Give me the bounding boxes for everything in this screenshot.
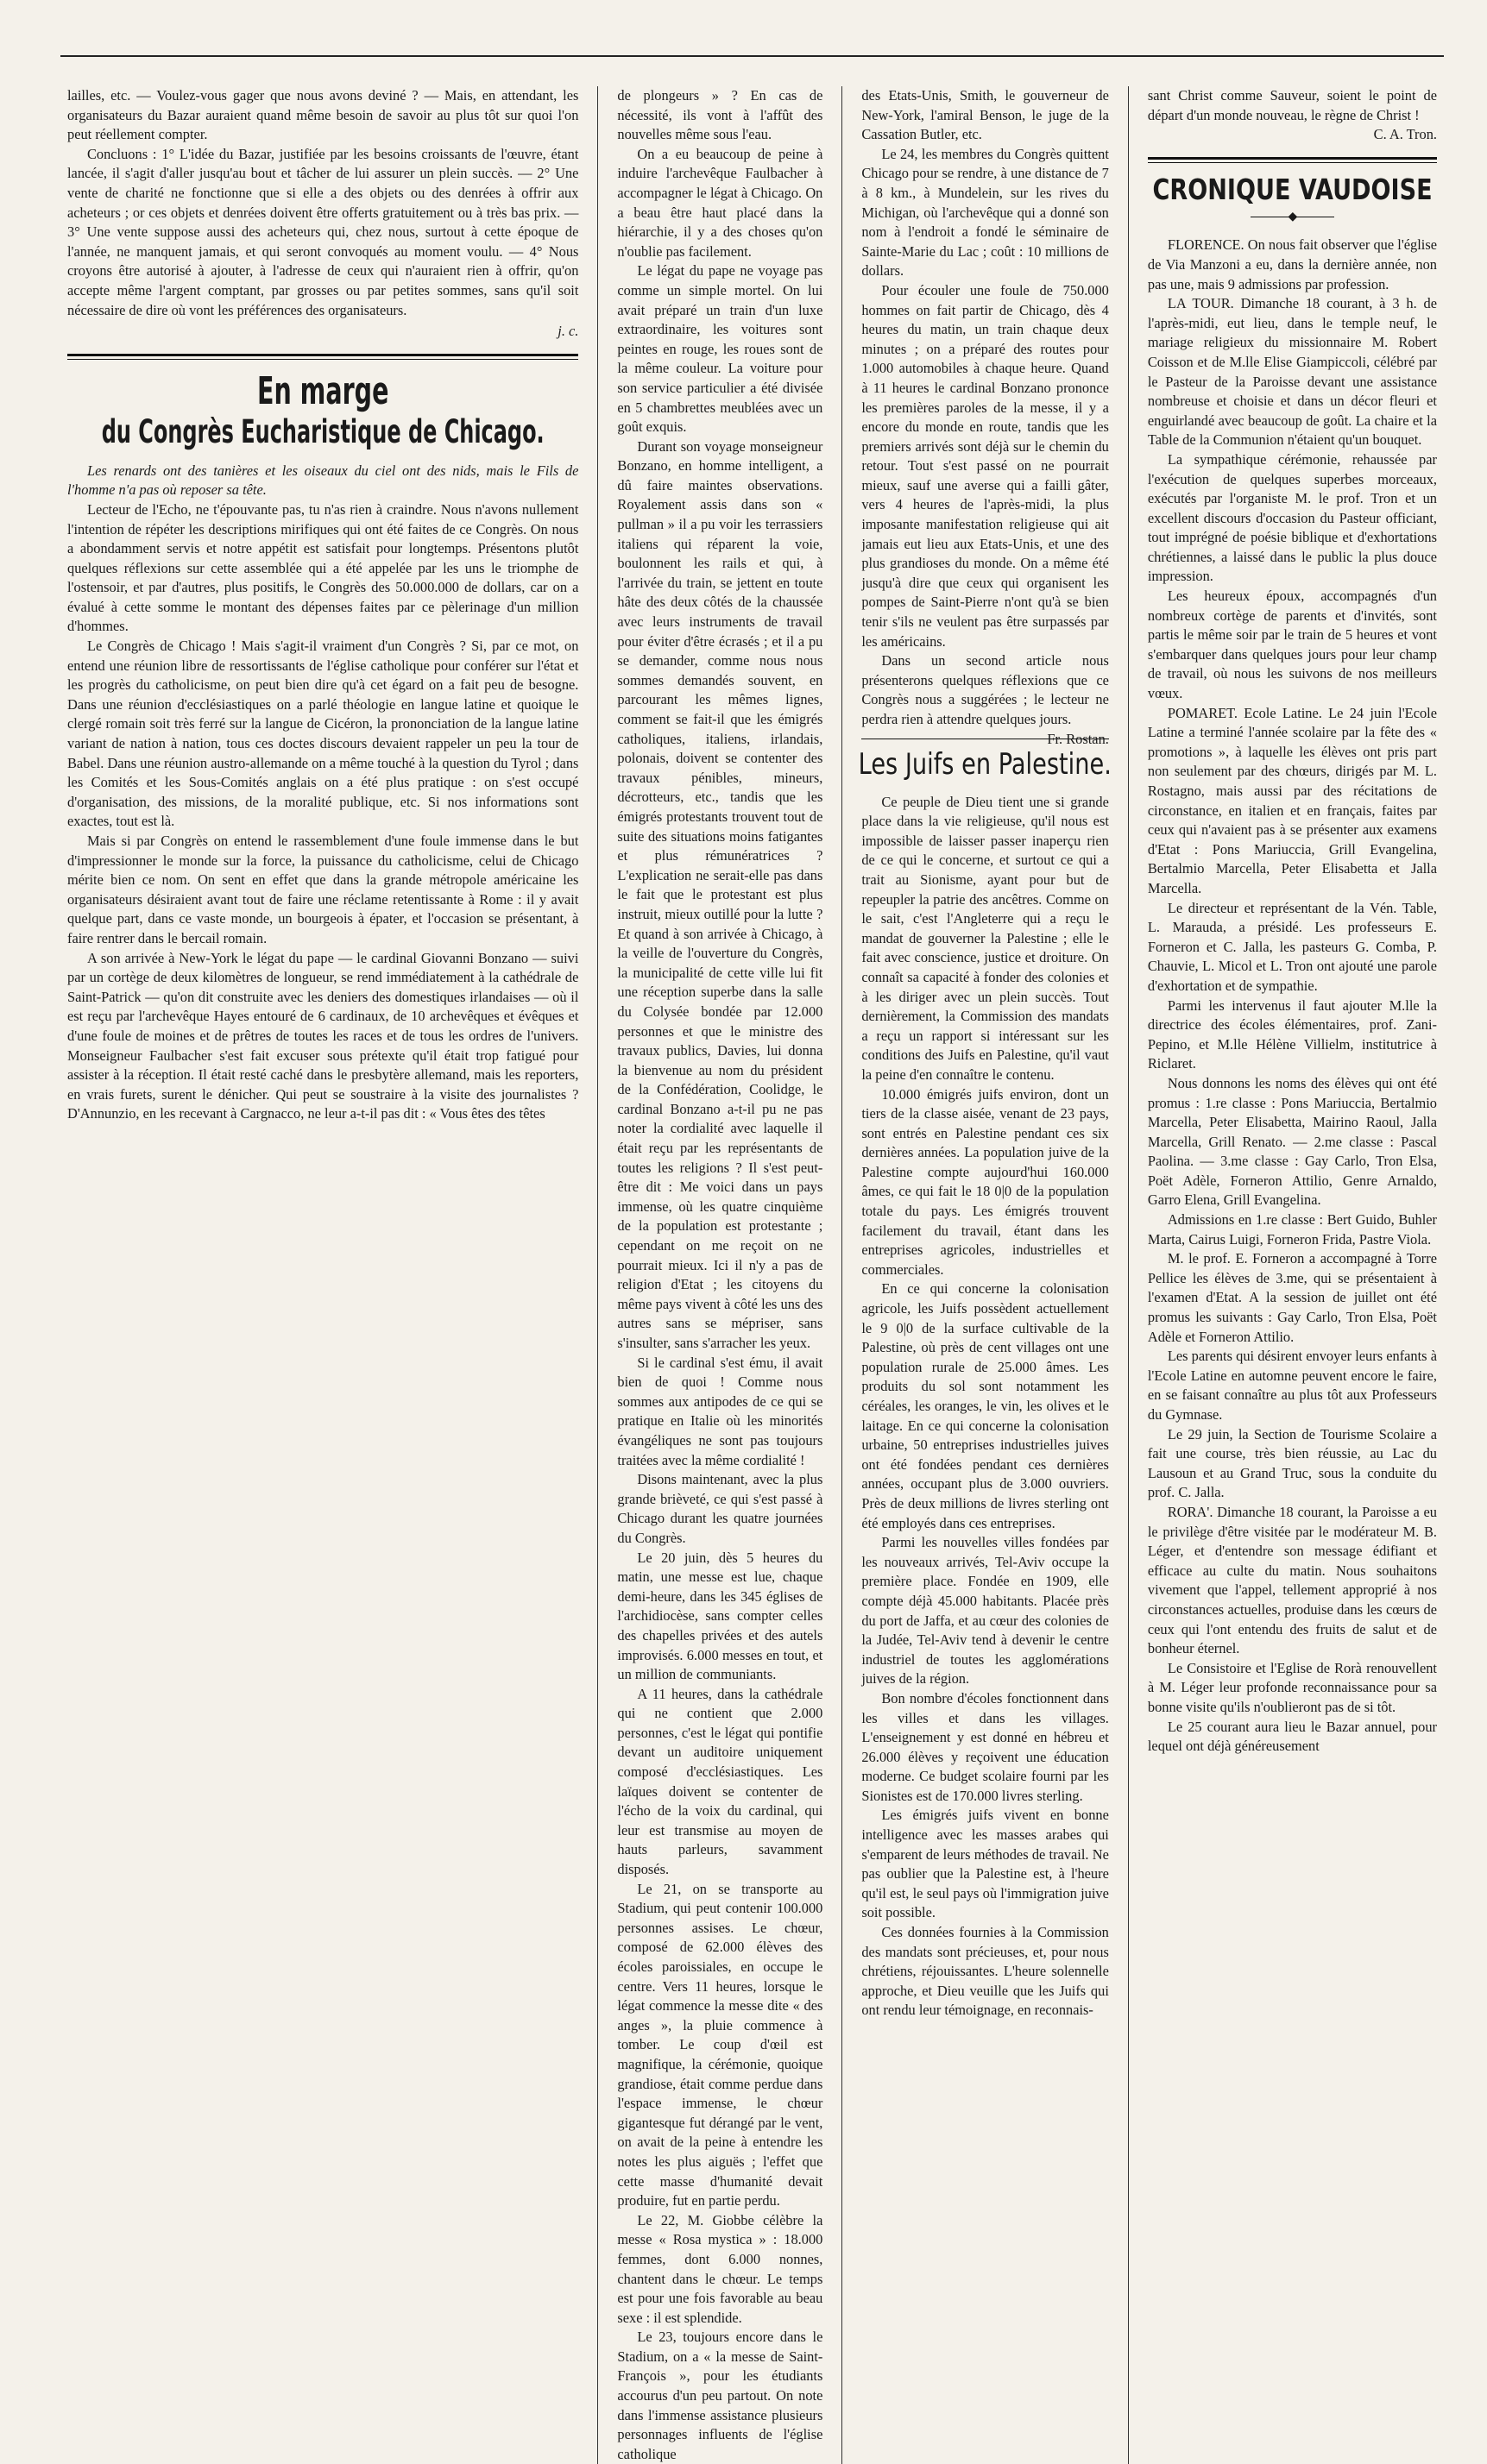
columns (67, 86, 1437, 2462)
cronique-paragraph-10: M. le prof. E. Forneron a accompagné à Torre Pellice les élèves de 3.me, qui se présentaient à l'examen d'Etat. A la session de juillet ont été promus les suivants : Gay Carlo, Tron Elsa, Poët Adèle et Forneron Attilio. (1147, 1250, 1437, 1345)
cronique-paragraph-14: Le Consistoire et l'Eglise de Rorà renouvellent à M. Léger leur profonde reconnaissance pour sa bonne visite qu'ils n'oublieront pas de si tôt. (1147, 1659, 1437, 1715)
ornament-divider: ◆ (1148, 208, 1437, 228)
congres-paragraph-8: Durant son voyage monseigneur Bonzano, en homme intelligent, a dû faire maintes observations. Royalement assis dans son « pullman » il a pu voir les terrassiers italiens qui réparent la voie, boulonnent les rails et qui, à l'arrivée du train, se jettent en toute hâte des deux côtés de la chaussée avec leurs instruments de travail pour éviter d'être écrasés ; et il a pu se demander, comme nous nous sommes demandés souvent, en parcourant les mêmes lignes, comment se fait-il que les émigrés catholiques, italiens, irlandais, polonais, doivent se contenter des travaux pénibles, mineurs, décrotteurs, etc., tandis que les émigrés protestants trouvent tout de suite des situations moins fatigantes et plus rémunératrices ? L'explication ne serait-elle pas dans le fait que le protestant est plus instruit, mieux outillé pour la lutte ? Et quand à son arrivée à Chicago, à la veille de l'ouverture du Congrès, la municipalité de cette ville lui fit une réception superbe dans la salle du Colysée bondée par 12.000 personnes et que le ministre des travaux publics, Davies, lui donna la bienvenue au nom du président de la Confédération, Coolidge, le cardinal Bonzano a-t-il pu ne pas noter la cordialité avec laquelle il était reçu par les représentants de toutes les religions ? Il s'est peut-être dit : Me voici dans un pays immense, où les quatre cinquième de la population est protestante ; cependant on me reçoit on ne pourrait mieux. Ici il n'y a pas de religion d'Etat ; les citoyens du même pays vivent à côté les uns des autres sans se mépriser, sans s'insulter, sans s'arracher les yeux. (617, 437, 823, 1351)
congres-paragraph-15: Le 23, toujours encore dans le Stadium, on a « la messe de Saint-François », pour les étudiants accourus d'un peu partout. On note dans l'immense assistance plusieurs personnages influents de l'église catholique (617, 2329, 823, 2462)
headline-line-1: En marge (256, 368, 389, 413)
congres-paragraph-2: Le Congrès de Chicago ! Mais s'agit-il vraiment d'un Congrès ? Si, par ce mot, on entend une réunion libre de ressortissants de l'église catholique pour conférer sur l'état et les progrès du catholicisme, on peut bien dire qu'à cet égard on a fait peu de besogne. Dans une réunion d'ecclésiastiques on a parlé théologie en langue latine et quoique le clergé romain soit très ferré sur la langue de Cicéron, la prononciation de la langue latine variant de nation à nation, tous ces doctes discours devaient rappeler un peu la tour de Babel. Dans une réunion austro-allemande on a même touché à la question du Tyrol ; dans les Comités et les Sous-Comités anglais on a été plus pratique : on s'est occupé d'organisation, des missions, de la moralité publique, etc. Si nos informations sont exactes, tout est là. (67, 638, 579, 830)
congres-closing-text: Dans un second article nous présenterons quelques réflexions que ce Congrès nous a suggérées ; le lecteur ne perdra rien à attendre quelques jours. (861, 652, 1109, 727)
cronique-paragraph-15: Le 25 courant aura lieu le Bazar annuel, pour lequel ont déjà généreusement (1147, 1718, 1437, 1755)
article-headline-juifs: Les Juifs en Palestine. (859, 746, 1112, 782)
bazar-paragraph-1: lailles, etc. — Voulez-vous gager que nous avons deviné ? — Mais, en attendant, les organisateurs du Bazar auraient quand même besoin de savoir au plus tôt sur quoi l'on peut réellement compter. (67, 87, 579, 143)
column-4 (1128, 86, 1437, 2464)
juifs-paragraph-6: Les émigrés juifs vivent en bonne intelligence avec les masses arabes qui s'emparent de leurs méthodes de travail. Ne pas oublier que la Palestine est, à l'heure qu'il est, le seul pays où l'immigration juive soit possible. (861, 1807, 1109, 1921)
cronique-paragraph-11: Les parents qui désirent envoyer leurs enfants à l'Ecole Latine en automne peuvent encore le faire, en se faisant connaître au plus tôt aux Professeurs du Gymnase. (1147, 1348, 1437, 1423)
cronique-paragraph-5: POMARET. Ecole Latine. Le 24 juin l'Ecole Latine a terminé l'année scolaire par la fête des « promotions », à laquelle les élèves ont pris part non seulement par des chœurs, dirigés par M. L. Rostagno, mais aussi par des récitations de circonstance, en italien et en français, faites par ceux qui n'avaient pas à se présenter aux examens d'Etat : Pons Mariuccia, Grill Evangelina, Bertalmio Marcella, Peter Elisabetta et Jalla Marcella. (1147, 704, 1437, 896)
epigraph: Les renards ont des tanières et les oiseaux du ciel ont des nids, mais le Fils de l'homme n'a pas où reposer sa tête. (67, 462, 579, 499)
juifs-paragraph-2: 10.000 émigrés juifs environ, dont un tiers de la classe aisée, venant de 23 pays, sont entrés en Palestine pendant ces six dernières années. La population juive de la Palestine compte aujourd'hui 160.000 âmes, ce qui fait le 18 0|0 de la population totale du pays. Les émigrés trouvent facilement du travail, étant dans les entreprises agricoles, industrielles et commerciales. (861, 1085, 1109, 1278)
cronique-paragraph-13: RORA'. Dimanche 18 courant, la Paroisse a eu le privilège d'être visitée par le modérateur M. B. Léger, et d'entendre son message édifiant et efficace au culte du matin. Nous souhaitons vivement que l'appel, tellement approprié à nos circonstances actuelles, produise dans les cœurs de ceux qui l'ont entendu des fruits de salut et de bonheur éternel. (1147, 1503, 1437, 1657)
cronique-paragraph-9: Admissions en 1.re classe : Bert Guido, Buhler Marta, Cairus Luigi, Forneron Frida, Pastre Viola. (1147, 1211, 1437, 1248)
cronique-paragraph-7: Parmi les intervenus il faut ajouter M.lle la directrice des écoles élémentaires, prof. Zani-Pepino, et M.lle Hélène Villielm, institutrice à Riclaret. (1147, 996, 1437, 1072)
congres-paragraph-18: Pour écouler une foule de 750.000 hommes on fait partir de Chicago, dès 4 heures du matin, un train chaque deux minutes ; on a préparé des routes pour 1.000 automobiles à chaque heure. Quand à 11 heures le cardinal Bonzano prononce les premières paroles de la messe, il y a encore du monde en route, tandis que les premiers arrivés sont déjà sur le chemin du retour. Tout s'est passé on ne pourrait mieux, sauf une averse qui a failli gâter, vers 4 heures de l'après-midi, la plus imposante manifestation religieuse qui ait jamais eut lieu aux Etats-Unis, et une des plus grandioses du monde. On a même été jusqu'à dire que ceux qui organisent les pompes de Saint-Pierre n'ont qu'à se bien tenir s'ils ne veulent pas être surpassés par les américains. (861, 281, 1109, 650)
juifs-paragraph-4: Parmi les nouvelles villes fondées par les nouveaux arrivés, Tel-Aviv occupe la première place. Fondée en 1909, elle compte déjà 45.000 habitants. Placée près du port de Jaffa, et au cœur des colonies de la Judée, Tel-Aviv tend à devenir le centre industriel de toutes les agglomérations juives de la région. (861, 1534, 1109, 1688)
congres-paragraph-16: des Etats-Unis, Smith, le gouverneur de New-York, l'amiral Benson, le juge de la Cassation Butler, etc. (861, 87, 1109, 143)
cronique-paragraph-3: La sympathique cérémonie, rehaussée par l'exécution de quelques superbes morceaux, exécutés par l'organiste M. le prof. Tron et un excellent discours d'occasion du Pasteur officiant, tout imprégné de poésie biblique et d'exhortations chrétiennes, a laissé dans le public la plus douce impression. (1147, 450, 1437, 585)
juifs-paragraph-1: Ce peuple de Dieu tient une si grande place dans la vie religieuse, qu'il nous est impossible de laisser passer inaperçu rien de ce qui le concerne, et surtout ce qui a trait au Sionisme, ayant pour but de repeupler la patrie des ancêtres. Comme on le sait, c'est l'Angleterre qui a reçu le mandat de gouverner la Palestine ; elle le fait avec conscience, justice et droiture. On connaît sa capacité à fonder des colonies et à les diriger avec un plein succès. Tout dernièrement, la Commission des mandats a reçu un rapport si intéressant sur les conditions des Juifs en Palestine, qu'il vaut la peine d'en connaître le contenu. (861, 793, 1109, 1083)
headline-line-2: du Congrès Eucharistique de Chicago. (101, 412, 545, 450)
top-rule (60, 55, 1444, 57)
juifs-closing (1147, 86, 1437, 143)
congres-paragraph-17: Le 24, les membres du Congrès quittent Chicago pour se rendre, à une distance de 7 à 8 km., à Mundelein, sur les rives du Michigan, où l'archevêque qui a donné son nom à l'endroit a fondé le séminaire de Sainte-Marie du Lac ; coût : 10 millions de dollars. (861, 145, 1109, 280)
rostan-signature: Fr. Rostan. (1047, 730, 1109, 747)
juifs-paragraph-7: Ces données fournies à la Commission des mandats sont précieuses, et, pour nous chrétiens, réjouissantes. L'heure solennelle approche, et Dieu veuille que les Juifs qui ont rendu leur témoignage, en reconnais- (861, 1924, 1109, 2019)
juifs-paragraph-3: En ce qui concerne la colonisation agricole, les Juifs possèdent actuellement le 9 0|0 de la surface cultivable de la Palestine, où près de cent villages ont une population rurale de 25.000 âmes. Les produits du sol sont notamment les céréales, les oranges, le vin, les olives et le laitage. En ce qui concerne la colonisation urbaine, 50 entreprises industrielles juives ont été fondées pendant ces dernières années, occupant plus de 3.000 ouvriers. Près de deux millions de livres sterling ont été employés dans ces entreprises. (861, 1280, 1109, 1531)
column-3 (841, 86, 1128, 2464)
congres-paragraph-4: A son arrivée à New-York le légat du pape — le cardinal Giovanni Bonzano — suivi par un cortège de deux kilomètres de longueur, se rend immédiatement à la cathédrale de Saint-Patrick — qu'on dit construite avec les deniers des domestiques irlandaises — où il est reçu par l'archevêque Hayes entouré de 6 cardinaux, de 10 archevêques et évêques et d'une foule de moines et de prêtres de toutes les races et de tous les ordres de l'univers. Monseigneur Faulbacher s'est fait excuser sous prétexte qu'il était trop fatigué pour assister à la réception. Il était resté caché dans le presbytère allemand, mais les reporters, en vrais furets, surent le dénicher. Qui peut se soustraire à la visite des journalistes ? D'Annunzio, en les recevant à Cargnacco, ne leur a-t-il pas dit : « Vous êtes des têtes (67, 949, 579, 1122)
section-divider (67, 354, 578, 360)
bazar-paragraph-2: Concluons : 1° L'idée du Bazar, justifiée par les besoins croissants de l'œuvre, étant lancée, il s'agit d'aller jusqu'au bout et tâcher de lui assurer un plein succès. — 2° Une vente de charité ne fonctionne que si elle a des objets ou des denrées à offrir aux acheteurs ; or ces objets et denrées doivent être offerts gratuitement ou à très bas prix. — 3° Une vente suppose aussi des acheteurs qui, chez nous, surtout à cette époque de l'année, ne manquent jamais, et qui seront convoqués au moment voulu. — 4° Nous croyons être autorisé à ajouter, à l'adresse de ceux qui n'auraient rien à offrir, qu'on accepte même l'argent comptant, par grosses ou par petites sommes, sans qu'il soit nécessaire de dire où vont les préférences des organisateurs. (67, 145, 579, 318)
juifs-closing-text: sant Christ comme Sauveur, soient le point de départ d'un monde nouveau, le règne de Christ ! (1147, 87, 1437, 123)
section-divider-3 (1148, 157, 1437, 163)
cronique-paragraph-4: Les heureux époux, accompagnés d'un nombreux cortège de parents et d'invités, sont partis le même soir par le train de 5 heures et vont s'embarquer dans quelques jours pour leur champ de travail, où nous les suivons de nos meilleurs vœux. (1147, 588, 1437, 702)
congres-paragraph-7: Le légat du pape ne voyage pas comme un simple mortel. On lui avait préparé un train d'un luxe extraordinaire, les voitures sont peintes en rouge, les roues sont de la même couleur. La voiture pour son service particulier a été divisée en 5 chambrettes meublées avec un goût exquis. (617, 262, 823, 436)
congres-paragraph-5: de plongeurs » ? En cas de nécessité, ils vont à l'affût des nouvelles même sous l'eau. (617, 87, 823, 143)
cronique-paragraph-2: LA TOUR. Dimanche 18 courant, à 3 h. de l'après-midi, eut lieu, dans le temple neuf, le mariage religieux du missionnaire M. Robert Coisson et de M.lle Elise Giampiccoli, célébré par le Pasteur de la Paroisse devant une assistance nombreuse et choisie et dans un décor fleuri et enguirlandé avec beaucoup de goût. La chaire et la Table de la Communion n'étaient qu'un bouquet. (1147, 295, 1437, 449)
congres-paragraph-11: Le 20 juin, dès 5 heures du matin, une messe est lue, chaque demi-heure, dans les 345 églises de l'archidiocèse, sans compter celles des chapelles privées et des autels improvisés. 6.000 messes en tout, et un million de communiants. (617, 1549, 823, 1683)
column-2 (597, 86, 841, 2464)
cronique-paragraph-12: Le 29 juin, la Section de Tourisme Scolaire a fait une course, très bien réussie, au Lac du Lausoun et au Grand Truc, sous la conduite du prof. C. Jalla. (1147, 1425, 1437, 1501)
bazar-signature: j. c. (558, 323, 579, 340)
congres-paragraph-3: Mais si par Congrès on entend le rassemblement d'une foule immense dans le but d'impressionner le monde sur la force, la puissance du catholicisme, celui de Chicago mérite bien ce nom. On sent en effet que dans la grande métropole américaine les organisateurs désiraient avant tout de faire une réclame retentissante à Rome : il y avait quelque part, dans ce vaste monde, un bourgeois à épater, et l'occasion se présentant, à faire rentrer dans le bercail romain. (67, 833, 579, 946)
tron-signature: C. A. Tron. (1373, 126, 1437, 143)
congres-paragraph-12: A 11 heures, dans la cathédrale qui ne contient que 2.000 personnes, c'est le légat qui pontifie devant un auditoire uniquement composé d'ecclésiastiques. Les laïques doivent se contenter de l'écho de la voix du cardinal, qui leur est transmise au moyen de hauts parleurs, savamment disposés. (617, 1685, 823, 1878)
congres-paragraph-14: Le 22, M. Giobbe célèbre la messe « Rosa mystica » : 18.000 femmes, dont 6.000 nonnes, chantent dans le chœur. Le temps est pour une fois favorable au beau sexe : il est splendide. (617, 2211, 823, 2326)
article-headline-cronique: CRONIQUE VAUDOISE (1152, 172, 1433, 206)
congres-paragraph-6: On a eu beaucoup de peine à induire l'archevêque Faulbacher à accompagner le légat à Chicago. On a beau être haut placé dans la hiérarchie, il y a des choses qu'on n'oublie pas facilement. (617, 145, 823, 260)
congres-paragraph-1: Lecteur de l'Echo, ne t'épouvante pas, tu n'as rien à craindre. Nous n'avons nullement l'intention de répéter les descriptions mirifiques qui ont été faites de ce Congrès. On nous a abondamment servis et notre appétit est satisfait pour longtemps. Présentons plutôt quelques réflexions sur cette assemblée qui a été appelée par les uns le triomphe de l'ostensoir, et par d'autres, plus positifs, le Congrès des 50.000.000 de dollars, car on a évalué à cette somme le montant des dépenses faites par ce pèlerinage d'un million d'hommes. (67, 500, 579, 635)
congres-paragraph-9: Si le cardinal s'est ému, il avait bien de quoi ! Comme nous sommes aux antipodes de ce qui se pratique en Italie où les minorités évangéliques ne sont pas toujours traitées avec la même cordialité ! (617, 1354, 823, 1468)
cronique-paragraph-1: FLORENCE. On nous fait observer que l'église de Via Manzoni a eu, dans la dernière année, non pas une, mais 9 admissions par profession. (1147, 236, 1437, 292)
cronique-paragraph-6: Le directeur et représentant de la Vén. Table, L. Marauda, a présidé. Les professeurs E. Forneron et C. Jalla, les pasteurs G. Comba, P. Chauvie, L. Micol et L. Tron ont ajouté une parole d'exhortation et de sympathie. (1147, 899, 1437, 994)
juifs-paragraph-5: Bon nombre d'écoles fonctionnent dans les villes et dans les villages. L'enseignement y est donné en hébreu et 26.000 élèves y reçoivent une éducation moderne. Ce budget scolaire fourni par les Sionistes est de 170.000 livres sterling. (861, 1689, 1109, 1804)
congres-paragraph-13: Le 21, on se transporte au Stadium, qui peut contenir 100.000 personnes assises. Le chœur, composé de 62.000 élèves des écoles paroissiales, en occupe le centre. Vers 11 heures, lorsque le légat commence la messe dite « des anges », la pluie commence à tomber. Le coup d'œil est magnifique, la cérémonie, quoique grandiose, était comme perdue dans l'espace immense, le chœur gigantesque fut dérangé par le vent, on avait de la peine à entendre les notes les plus aiguës ; l'effet que cette masse d'humanité devait produire, fut en partie perdu. (617, 1880, 823, 2209)
column-1 (67, 86, 597, 2464)
congres-paragraph-10: Disons maintenant, avec la plus grande brièveté, ce qui s'est passé à Chicago durant les quatre journées du Congrès. (617, 1471, 823, 1546)
cronique-paragraph-8: Nous donnons les noms des élèves qui ont été promus : 1.re classe : Pons Mariuccia, Bertalmio Marcella, Peter Elisabetta, Mairino Raoul, Jalla Marcella, Grill Renato. — 2.me classe : Pascal Paolina. — 3.me classe : Gay Carlo, Tron Elsa, Poët Adèle, Forneron Attilio, Genre Arnaldo, Garro Elena, Grill Evangelina. (1147, 1074, 1437, 1209)
article-headline-en-marge (102, 370, 545, 451)
congres-paragraph-19 (861, 651, 1109, 747)
